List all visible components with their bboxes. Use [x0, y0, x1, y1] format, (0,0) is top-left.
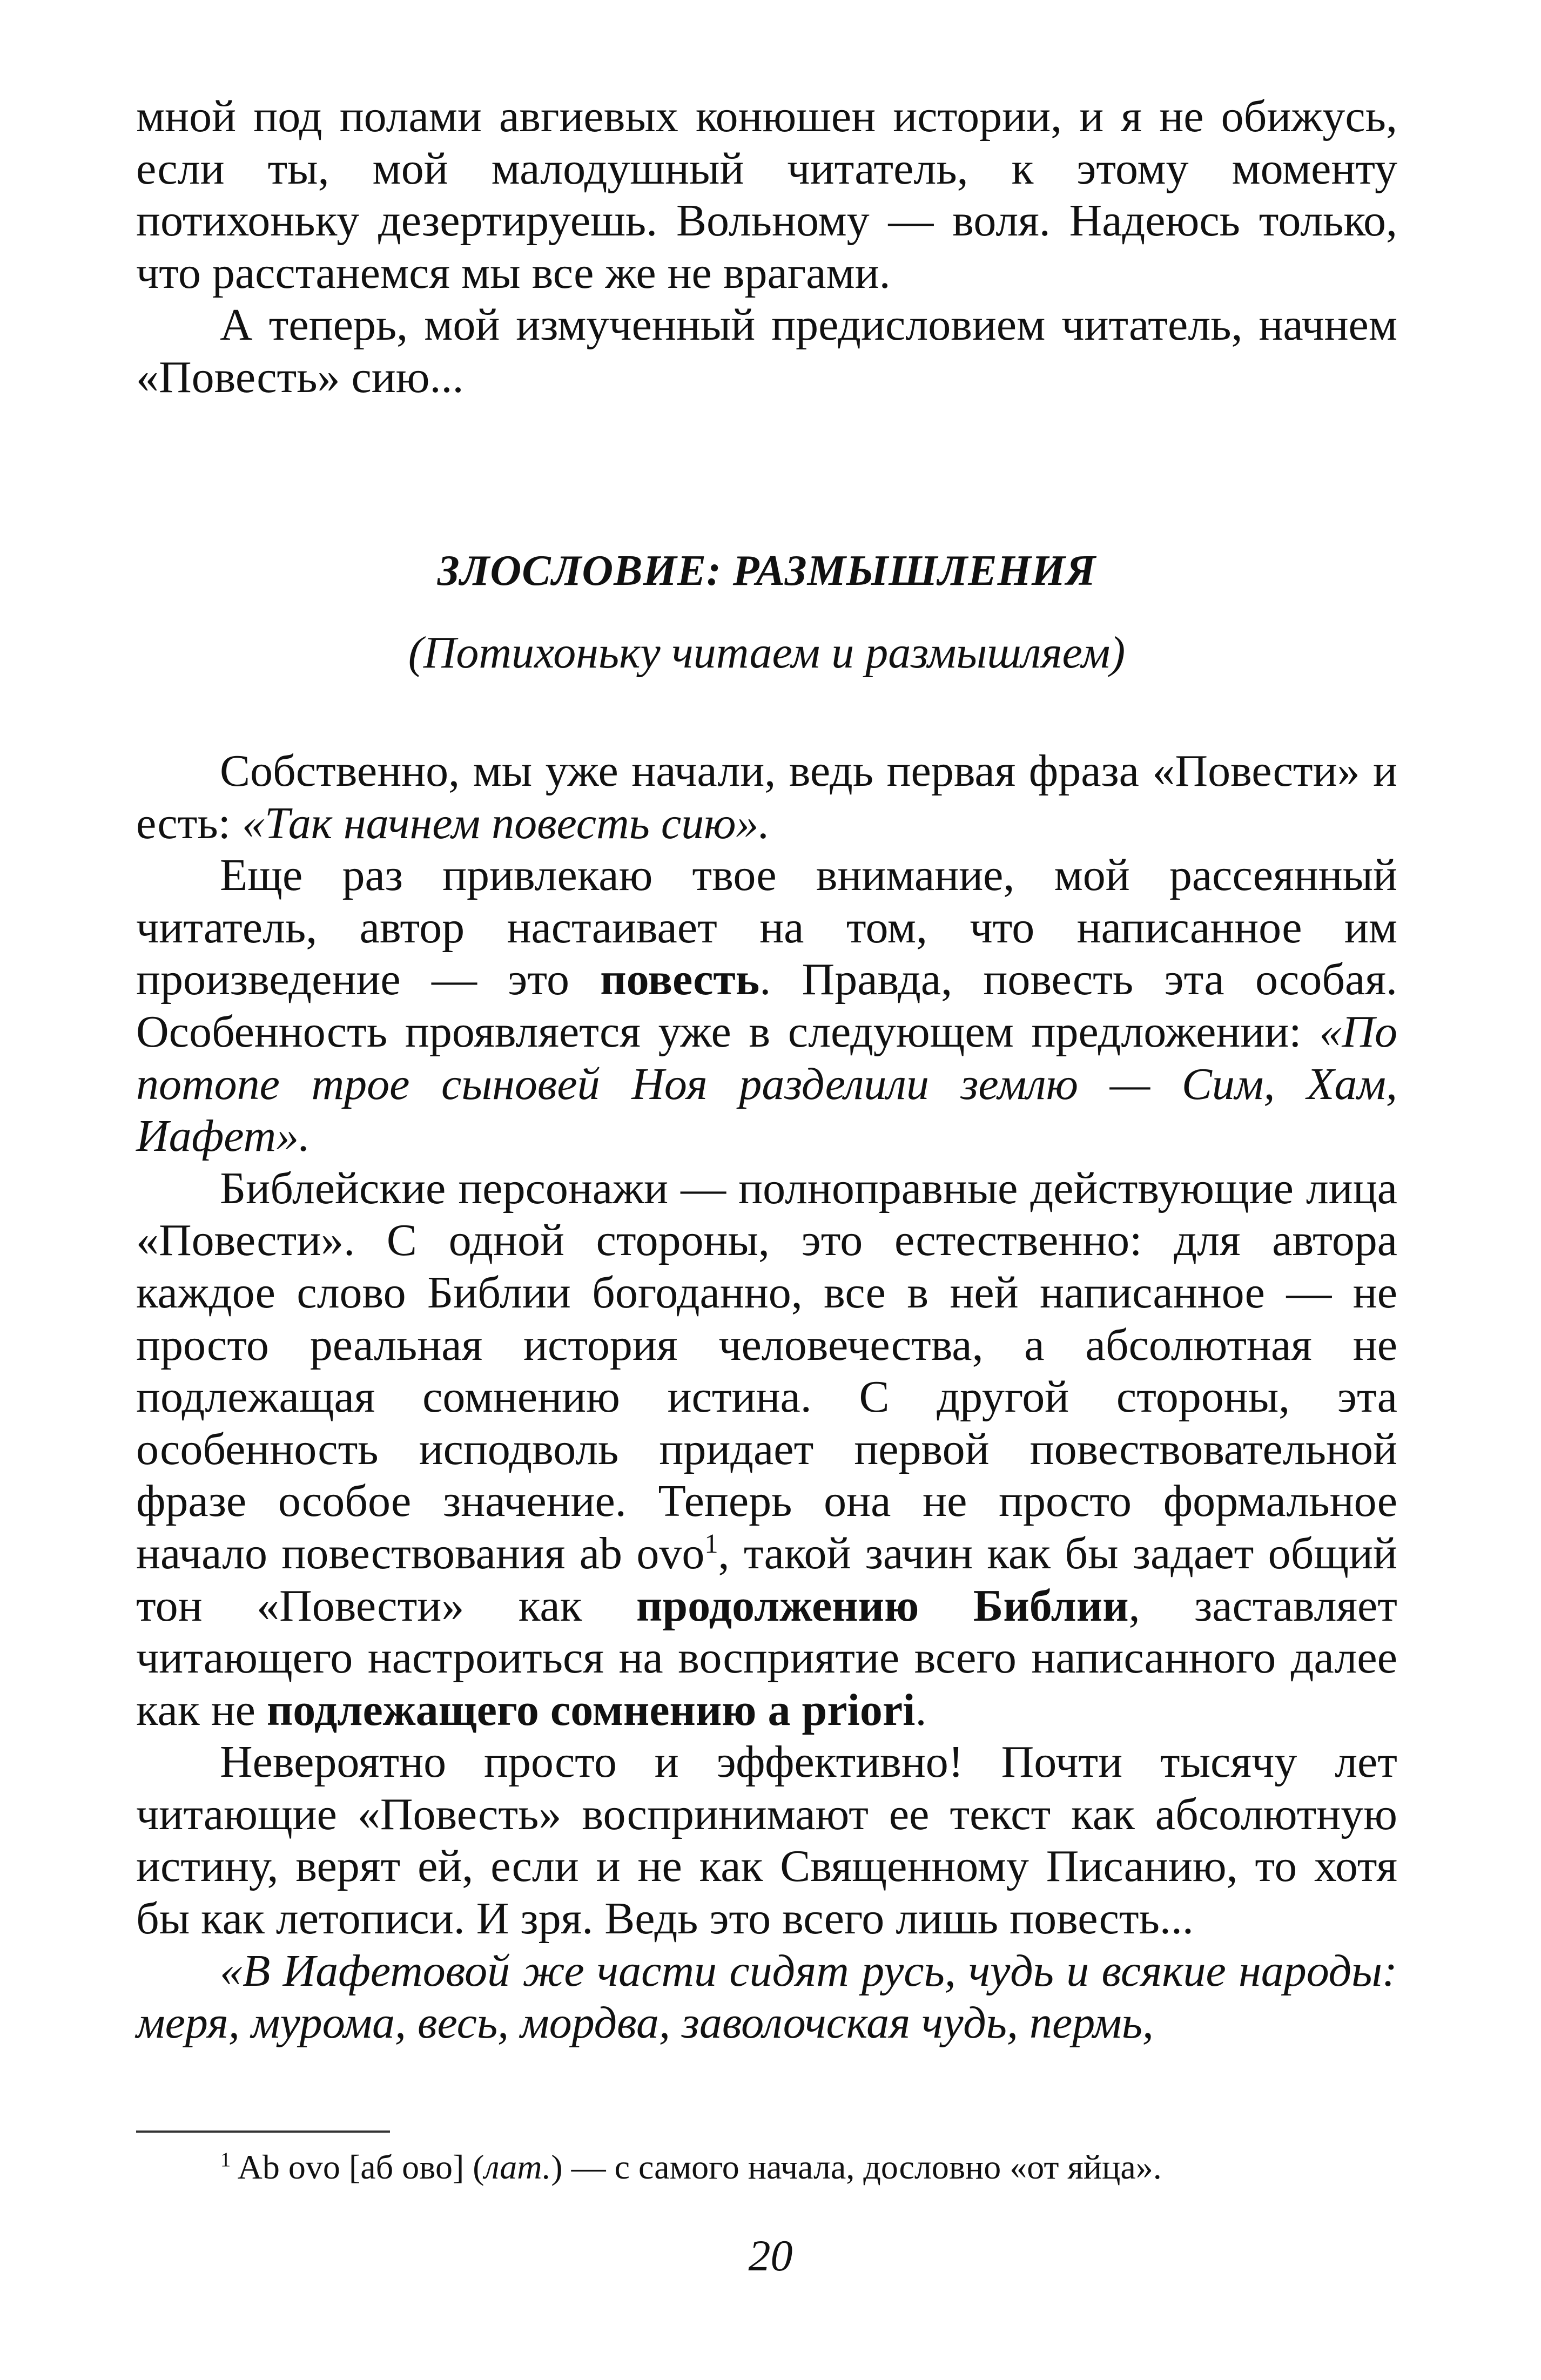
bold-run: повесть	[600, 954, 760, 1005]
section-subtitle: (Потихоньку читаем и размышляем)	[408, 628, 1126, 678]
body-paragraph: Невероятно просто и эффективно! Почти тысячу лет читающие «Повесть» воспринимают ее текст как абсолютную истину, верят ей, если и не как Священному Писанию, то хотя бы как летописи. И зря. Ведь это всего лишь повесть...	[136, 1737, 1397, 1944]
footnote	[220, 2147, 1398, 2188]
footnote-text: Ab ovo [аб ово] (	[231, 2148, 484, 2186]
section-title: ЗЛОСЛОВИЕ: РАЗМЫШЛЕНИЯ	[437, 547, 1096, 595]
intro-paragraph: мной под полами авгиевых конюшен истории, и я не обижусь, если ты, мой малодушный читатель, к этому моменту потихоньку дезертируешь. Вольному — воля. Надеюсь только, что расстанемся мы все же не врагами.	[136, 91, 1397, 298]
text-run: Библейские персонажи — полноправные действующие лица «Повести». С одной стороны, это естественно: для автора каждое слово Библии богоданно, все в ней написанное — не просто реальная история человечества, а абсолютная не подлежащая сомнению истина. С другой стороны, эта особенность исподволь придает первой повествовательной фразе особое значение. Теперь она не просто формальное начало повествования ab ovo	[136, 1163, 1397, 1579]
quote-run: «Так начнем повесть сию».	[242, 798, 770, 848]
body-paragraph	[136, 1163, 1397, 1737]
bold-run: продолжению Библии	[636, 1580, 1129, 1631]
quote-run: «В Иафетовой же части сидят русь, чудь и всякие народы: меря, мурома, весь, мордва, заволочская чудь, пермь,	[136, 1945, 1397, 2048]
intro-text	[136, 91, 1397, 404]
quote-run: «По потопе трое сыновей Ноя разделили землю — Сим, Хам, Иафет».	[136, 1006, 1397, 1162]
body-paragraph	[136, 745, 1397, 849]
footnote-italic: лат.	[484, 2148, 551, 2186]
body-paragraph	[136, 849, 1397, 1163]
text-run: Собственно, мы уже начали, ведь первая фраза «Повести» и есть:	[136, 746, 1397, 848]
footnote-text: ) — с самого начала, дословно «от яйца».	[551, 2148, 1162, 2186]
intro-paragraph: А теперь, мой измученный предисловием читатель, начнем «Повесть» сию...	[136, 300, 1397, 402]
bold-run: подлежащего сомнению a priori	[266, 1684, 916, 1735]
text-run: . Правда, повесть эта особая. Особенность проявляется уже в следующем предложении:	[136, 954, 1397, 1057]
page-number: 20	[748, 2231, 793, 2280]
footnote-ref[interactable]: 1	[704, 1528, 718, 1559]
footnote-divider	[136, 2130, 390, 2133]
text-run: Еще раз привлекаю твое внимание, мой рассеянный читатель, автор настаивает на том, что написанное им произведение — это	[136, 850, 1397, 1005]
text-run: .	[915, 1684, 927, 1735]
text-run: , заставляет читающего настроиться на восприятие всего написанного далее как не	[136, 1580, 1397, 1735]
main-text	[136, 745, 1397, 2049]
body-paragraph	[136, 1945, 1397, 2049]
text-run: , такой зачин как бы задает общий тон «Повести» как	[136, 1528, 1397, 1631]
footnote-mark: 1	[220, 2148, 231, 2172]
